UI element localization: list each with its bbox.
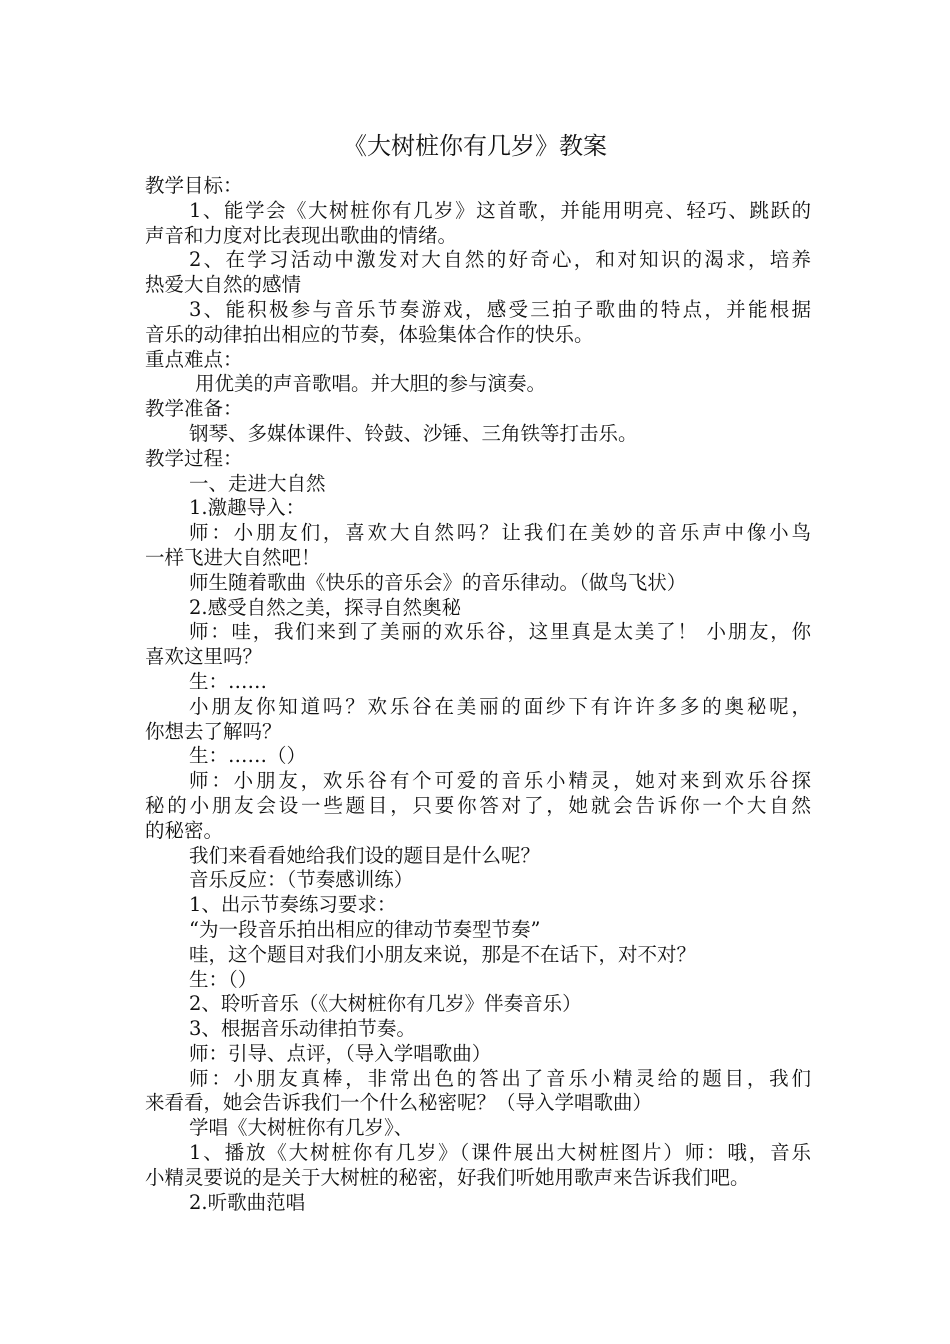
paragraph-line: 钢琴、多媒体课件、铃鼓、沙锤、三角铁等打击乐。 — [189, 421, 638, 445]
paragraph-line: 1、播放《大树桩你有几岁》（课件展出大树桩图片）师：哦，音乐 — [189, 1141, 811, 1165]
section-heading: 教学过程： — [145, 446, 243, 470]
paragraph-line: 学唱《大树桩你有几岁》、 — [189, 1116, 414, 1140]
document-title: 《大树桩你有几岁》教案 — [343, 132, 607, 160]
document-body — [145, 174, 811, 1215]
paragraph-line: 生：（） — [189, 967, 258, 991]
paragraph-line: 音乐的动律拍出相应的节奏，体验集体合作的快乐。 — [145, 322, 594, 346]
paragraph-line: 3、能积极参与音乐节奏游戏，感受三拍子歌曲的特点，并能根据 — [189, 297, 811, 321]
paragraph-line: “为一段音乐拍出相应的律动节奏型节奏” — [189, 917, 541, 941]
paragraph-line: 1、出示节奏练习要求： — [189, 893, 397, 917]
section-heading: 重点难点： — [145, 347, 243, 371]
paragraph-line: 秘的小朋友会设一些题目，只要你答对了，她就会告诉你一个大自然 — [145, 793, 811, 817]
paragraph-line: 2.感受自然之美，探寻自然奥秘 — [189, 595, 462, 619]
paragraph-line: 师：引导、点评，（导入学唱歌曲） — [189, 1041, 492, 1065]
paragraph-line: 喜欢这里吗？ — [145, 645, 263, 669]
paragraph-line: 2.听歌曲范唱 — [189, 1190, 306, 1214]
paragraph-line: 师：小朋友，欢乐谷有个可爱的音乐小精灵，她对来到欢乐谷探 — [189, 769, 811, 793]
paragraph-line: 生：…… — [189, 669, 268, 693]
paragraph-line: 我们来看看她给我们设的题目是什么呢？ — [189, 843, 541, 867]
paragraph-line: 来看看，她会告诉我们一个什么秘密呢？（导入学唱歌曲） — [145, 1091, 653, 1115]
paragraph-line: 师：哇，我们来到了美丽的欢乐谷，这里真是太美了！ 小朋友，你 — [189, 620, 811, 644]
paragraph-line: 生：……（） — [189, 744, 307, 768]
paragraph-line: 1、能学会《大树桩你有几岁》这首歌，并能用明亮、轻巧、跳跃的 — [189, 198, 811, 222]
paragraph-line: 师：小朋友们，喜欢大自然吗？让我们在美妙的音乐声中像小鸟 — [189, 521, 811, 545]
paragraph-line: 小朋友你知道吗？欢乐谷在美丽的面纱下有许许多多的奥秘呢， — [189, 694, 811, 718]
paragraph-line: 一样飞进大自然吧！ — [145, 545, 321, 569]
section-heading: 教学目标： — [145, 174, 243, 197]
paragraph-line: 小精灵要说的是关于大树桩的秘密，好我们听她用歌声来告诉我们吧。 — [145, 1165, 750, 1189]
paragraph-line: 声音和力度对比表现出歌曲的情绪。 — [145, 223, 458, 247]
paragraph-line: 3、根据音乐动律拍节奏。 — [189, 1017, 416, 1041]
paragraph-line: 1.激趣导入： — [189, 496, 306, 520]
paragraph-line: 音乐反应：（节奏感训练） — [189, 868, 414, 892]
paragraph-line: 用优美的声音歌唱。并大胆的参与演奏。 — [195, 372, 547, 396]
paragraph-line: 一、走进大自然 — [189, 471, 326, 495]
section-heading: 教学准备： — [145, 397, 243, 421]
paragraph-line: 2、在学习活动中激发对大自然的好奇心，和对知识的渴求，培养 — [189, 248, 811, 272]
paragraph-line: 2、聆听音乐（《大树桩你有几岁》伴奏音乐） — [189, 992, 582, 1016]
paragraph-line: 师：小朋友真棒，非常出色的答出了音乐小精灵给的题目，我们 — [189, 1066, 811, 1090]
paragraph-line: 的秘密。 — [145, 818, 224, 842]
paragraph-line: 哇，这个题目对我们小朋友来说，那是不在话下，对不对？ — [189, 942, 697, 966]
paragraph-line: 热爱大自然的感情 — [145, 273, 302, 297]
paragraph-line: 你想去了解吗？ — [145, 719, 282, 743]
paragraph-line: 师生随着歌曲《快乐的音乐会》的音乐律动。（做鸟飞状） — [189, 570, 687, 594]
